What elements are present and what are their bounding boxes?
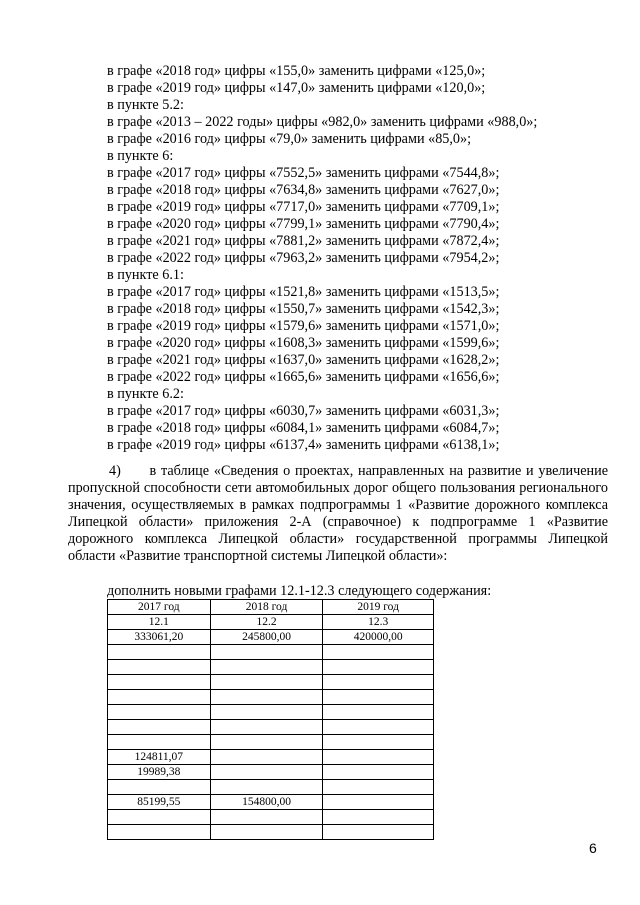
- table-row: [108, 750, 434, 765]
- table-cell: [323, 690, 434, 705]
- text-line: в графе «2021 год» цифры «7881,2» заменить цифрами «7872,4»;: [107, 233, 500, 249]
- text-line: в графе «2018 год» цифры «155,0» заменить цифрами «125,0»;: [107, 63, 486, 79]
- table-row: [108, 765, 434, 780]
- table-cell: [108, 660, 211, 675]
- text-line: в графе «2022 год» цифры «7963,2» заменить цифрами «7954,2»;: [107, 250, 500, 266]
- text-line: в графе «2019 год» цифры «1579,6» заменить цифрами «1571,0»;: [107, 318, 500, 334]
- table-row: [108, 720, 434, 735]
- table-cell: [108, 780, 211, 795]
- table-cell: 2017 год: [108, 600, 211, 615]
- table-cell: [323, 765, 434, 780]
- table-cell: [210, 780, 323, 795]
- table-cell: 420000,00: [323, 630, 434, 645]
- text-line: в графе «2019 год» цифры «7717,0» заменить цифрами «7709,1»;: [107, 199, 500, 215]
- table-row: [108, 675, 434, 690]
- table-cell: [210, 660, 323, 675]
- text-line: в графе «2017 год» цифры «7552,5» заменить цифрами «7544,8»;: [107, 165, 500, 181]
- text-line: в графе «2019 год» цифры «147,0» заменить цифрами «120,0»;: [107, 80, 486, 96]
- data-table-body: [108, 600, 434, 840]
- text-line: в графе «2018 год» цифры «7634,8» заменить цифрами «7627,0»;: [107, 182, 500, 198]
- data-table: [107, 599, 434, 840]
- text-line: в графе «2018 год» цифры «1550,7» заменить цифрами «1542,3»;: [107, 301, 500, 317]
- table-cell: 124811,07: [108, 750, 211, 765]
- table-cell: [108, 705, 211, 720]
- text-line: в графе «2019 год» цифры «6137,4» заменить цифрами «6138,1»;: [107, 437, 500, 453]
- table-row: [108, 780, 434, 795]
- text-line: в графе «2016 год» цифры «79,0» заменить цифрами «85,0»;: [107, 131, 472, 147]
- table-cell: [210, 810, 323, 825]
- table-cell: [210, 720, 323, 735]
- table-row: [108, 645, 434, 660]
- table-cell: [108, 675, 211, 690]
- table-cell: [108, 690, 211, 705]
- text-line: в графе «2018 год» цифры «6084,1» заменить цифрами «6084,7»;: [107, 420, 500, 436]
- table-row: [108, 630, 434, 645]
- table-cell: [108, 720, 211, 735]
- table-column-number-row: [108, 615, 434, 630]
- table-cell: [210, 690, 323, 705]
- table-cell: [323, 810, 434, 825]
- table-cell: 154800,00: [210, 795, 323, 810]
- table-cell: [108, 810, 211, 825]
- table-cell: [210, 825, 323, 840]
- table-row: [108, 690, 434, 705]
- table-cell: [210, 645, 323, 660]
- text-line: в графе «2013 – 2022 годы» цифры «982,0» заменить цифрами «988,0»;: [107, 114, 538, 130]
- text-line: в графе «2022 год» цифры «1665,6» заменить цифрами «1656,6»;: [107, 369, 500, 385]
- table-cell: [210, 735, 323, 750]
- text-line: в пункте 6.1:: [107, 267, 184, 283]
- table-cell: 333061,20: [108, 630, 211, 645]
- text-line: в графе «2020 год» цифры «7799,1» заменить цифрами «7790,4»;: [107, 216, 500, 232]
- table-cell: 245800,00: [210, 630, 323, 645]
- table-cell: [210, 705, 323, 720]
- text-line: в графе «2020 год» цифры «1608,3» заменить цифрами «1599,6»;: [107, 335, 500, 351]
- paragraph-number: 4): [109, 463, 121, 479]
- table-cell: 12.2: [210, 615, 323, 630]
- table-cell: [323, 720, 434, 735]
- table-row: [108, 660, 434, 675]
- text-line: в графе «2021 год» цифры «1637,0» заменить цифрами «1628,2»;: [107, 352, 500, 368]
- table-cell: [108, 825, 211, 840]
- text-line: в пункте 6.2:: [107, 386, 184, 402]
- table-cell: [323, 645, 434, 660]
- table-cell: 12.3: [323, 615, 434, 630]
- table-cell: [108, 645, 211, 660]
- text-line: в графе «2017 год» цифры «6030,7» заменить цифрами «6031,3»;: [107, 403, 500, 419]
- page-number: 6: [589, 840, 597, 856]
- paragraph-text: в таблице «Сведения о проектах, направленных на развитие и увеличение пропускной способности сети автомобильных дорог общего пользования регионального значения, осуществляемых в рамках подпрограммы 1 «Развитие дорожного комплекса Липецкой области» приложения 2-А (справочное) к подпрограмме 1 «Развитие дорожного комплекса Липецкой области» государственной программы Липецкой области «Развитие транспортной системы Липецкой области»:: [68, 463, 608, 564]
- table-cell: 19989,38: [108, 765, 211, 780]
- table-cell: [210, 765, 323, 780]
- table-cell: 2018 год: [210, 600, 323, 615]
- table-cell: [323, 750, 434, 765]
- table-header-row: [108, 600, 434, 615]
- add-columns-line: дополнить новыми графами 12.1-12.3 следующего содержания:: [107, 583, 492, 599]
- table-cell: [323, 660, 434, 675]
- table-cell: 12.1: [108, 615, 211, 630]
- table-cell: [323, 825, 434, 840]
- table-cell: [323, 780, 434, 795]
- table-cell: [210, 750, 323, 765]
- text-line: в графе «2017 год» цифры «1521,8» заменить цифрами «1513,5»;: [107, 284, 500, 300]
- table-cell: 2019 год: [323, 600, 434, 615]
- table-row: [108, 810, 434, 825]
- table-cell: [323, 675, 434, 690]
- table-row: [108, 795, 434, 810]
- paragraph-4: [68, 463, 608, 565]
- table-cell: [323, 735, 434, 750]
- table-cell: [323, 795, 434, 810]
- text-line: в пункте 6:: [107, 148, 174, 164]
- table-row: [108, 735, 434, 750]
- table-cell: [323, 705, 434, 720]
- table-row: [108, 825, 434, 840]
- text-line: в пункте 5.2:: [107, 97, 184, 113]
- table-cell: [108, 735, 211, 750]
- table-cell: [210, 675, 323, 690]
- table-cell: 85199,55: [108, 795, 211, 810]
- table-row: [108, 705, 434, 720]
